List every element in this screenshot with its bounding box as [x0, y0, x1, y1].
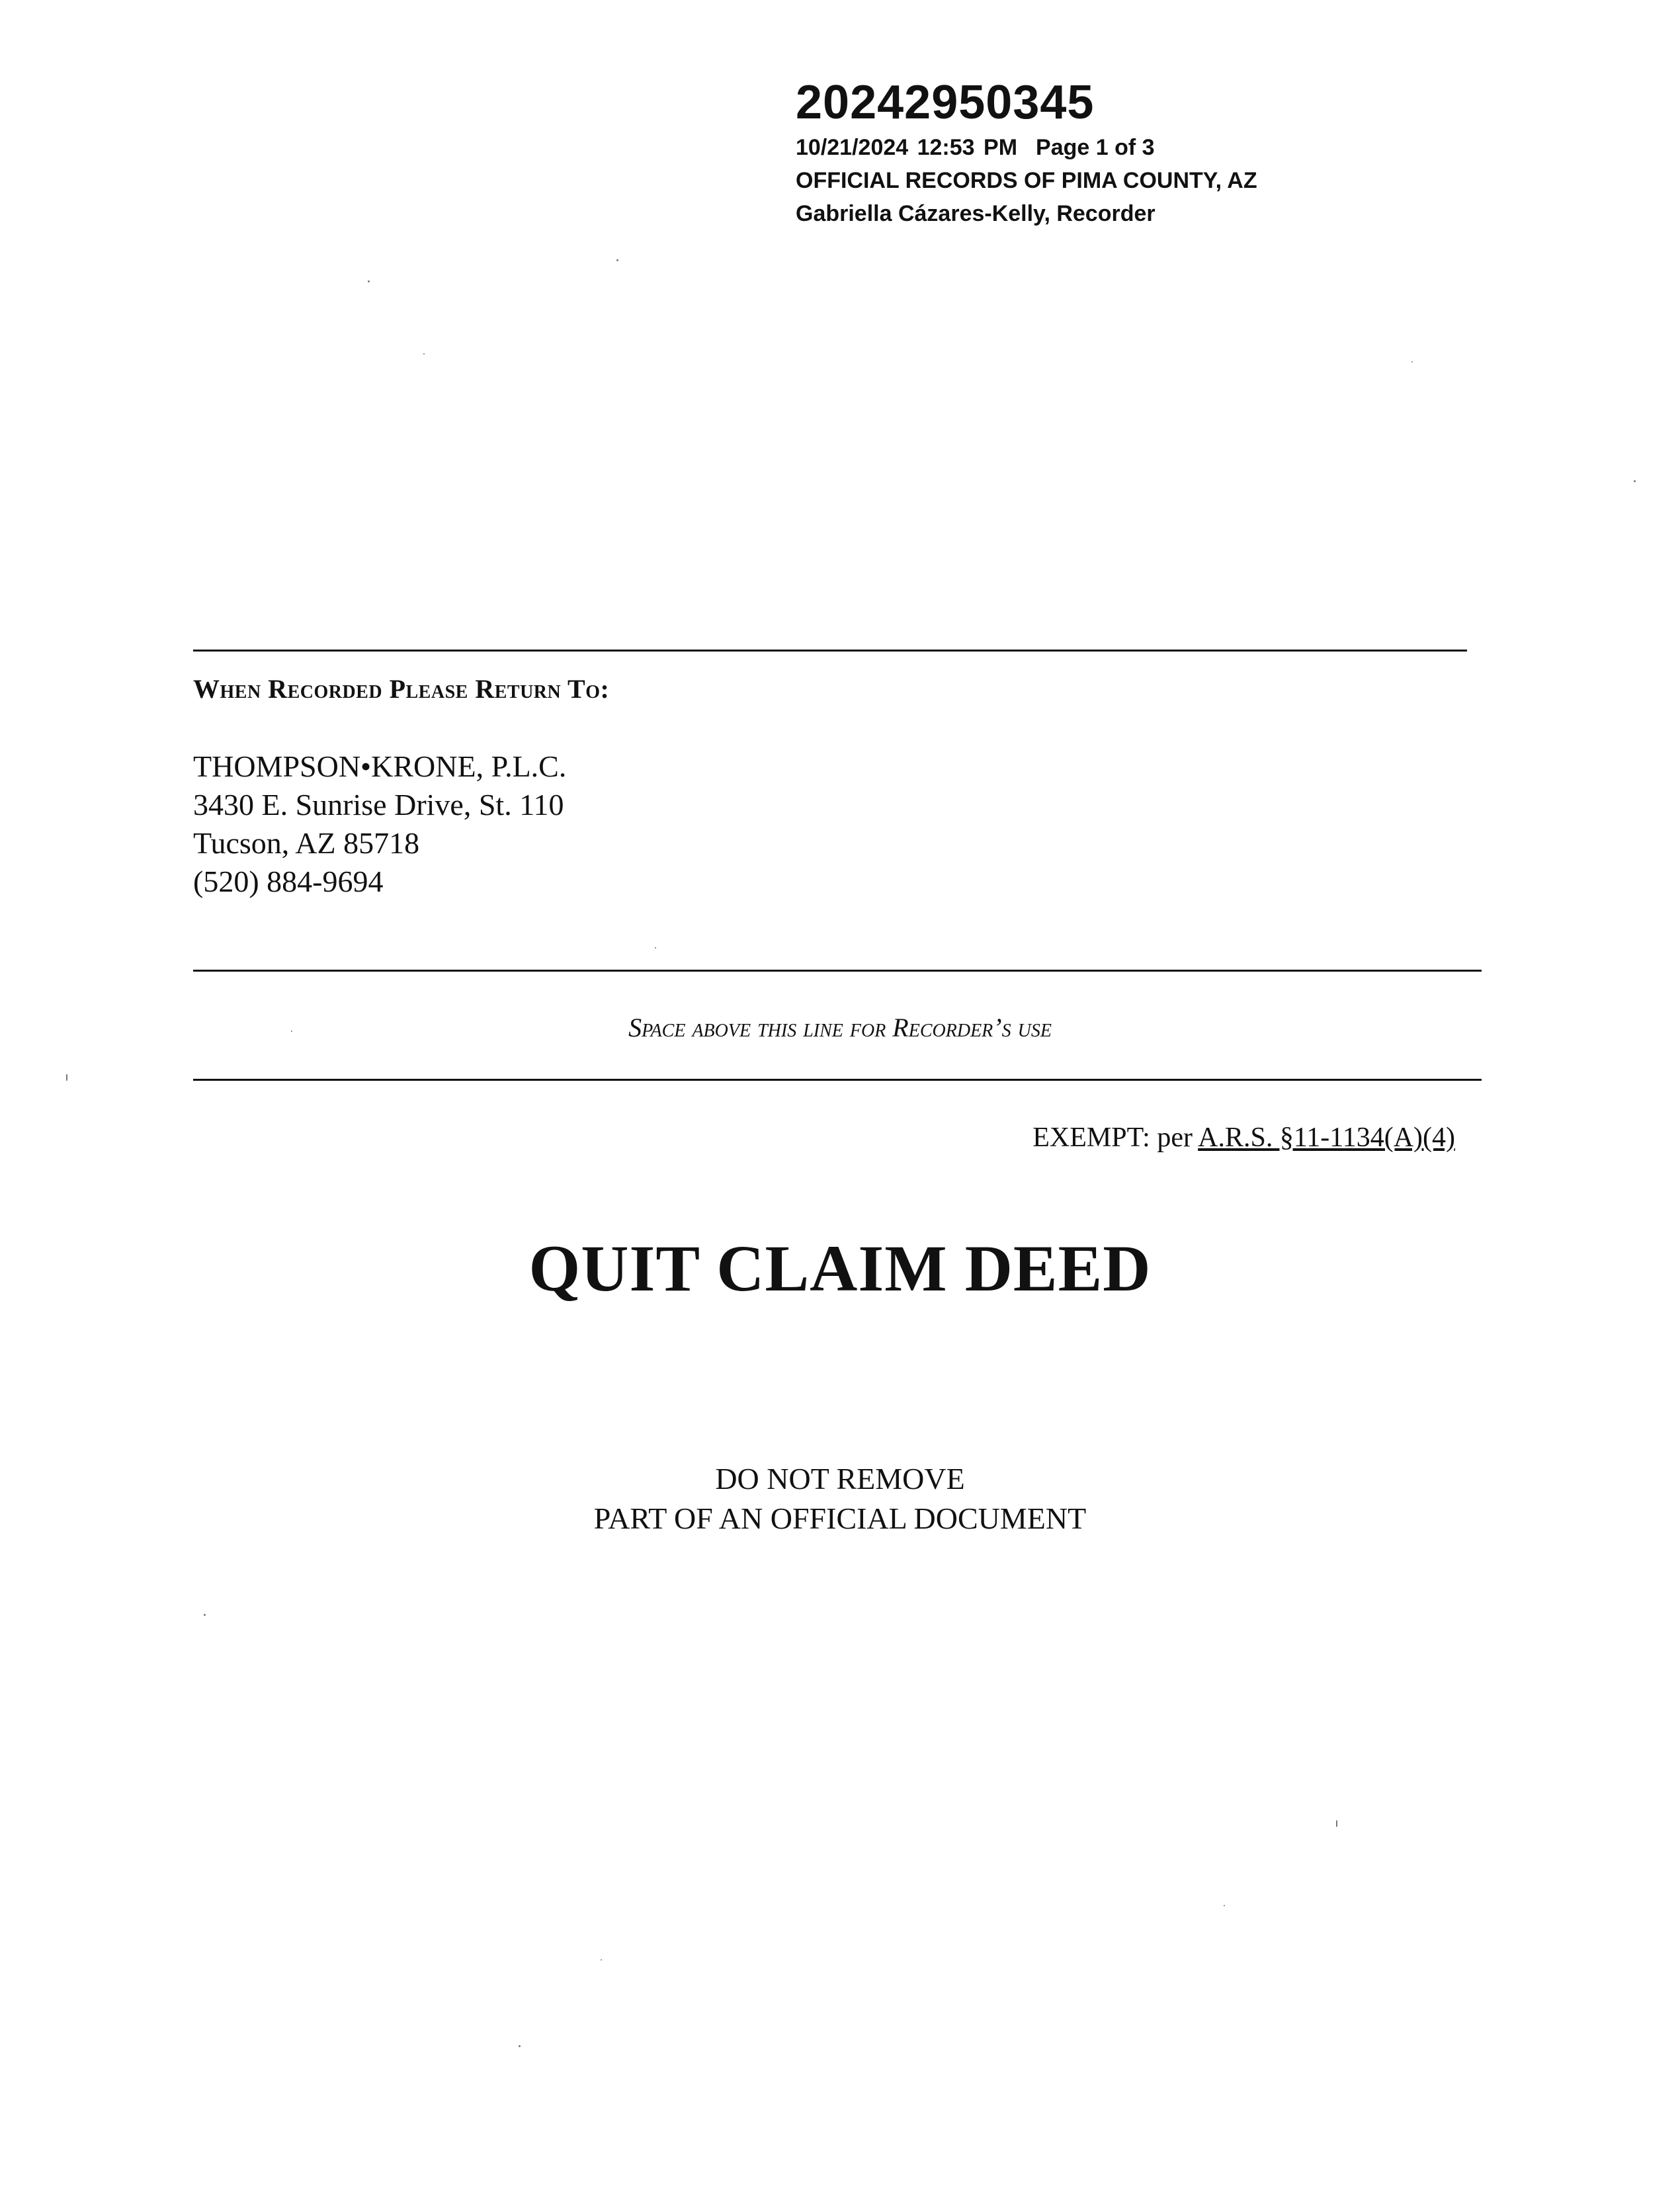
scan-speck: [66, 1074, 67, 1081]
scan-speck: [601, 1959, 602, 1961]
notice-line-1: DO NOT REMOVE: [715, 1462, 965, 1496]
divider-top: [193, 650, 1467, 652]
scan-speck: [423, 353, 425, 355]
divider-middle: [193, 970, 1482, 972]
divider-bottom: [193, 1079, 1482, 1081]
page-count: Page 1 of 3: [1036, 135, 1155, 160]
recorder-use-label: Space above this line for Recorder’s use: [628, 1013, 1052, 1042]
scan-speck: [519, 2045, 521, 2047]
records-office: OFFICIAL RECORDS OF PIMA COUNTY, AZ: [796, 168, 1257, 193]
county-recorder: Gabriella Cázares-Kelly, Recorder: [796, 201, 1155, 226]
scan-speck: [1336, 1820, 1337, 1827]
document-title: QUIT CLAIM DEED: [528, 1232, 1152, 1305]
exemption-note: [1032, 1122, 1455, 1154]
exemption-statute: A.R.S. §11-1134(A)(4): [1198, 1122, 1455, 1153]
recording-number: 20242950345: [796, 76, 1095, 129]
recorder-stamp: [796, 74, 1257, 230]
return-firm-name: THOMPSON•KRONE, P.L.C.: [193, 749, 567, 783]
scan-speck: [291, 1031, 292, 1032]
scan-speck: [368, 280, 370, 282]
scan-speck: [655, 947, 656, 949]
return-address: [193, 747, 566, 901]
return-phone: (520) 884-9694: [193, 865, 384, 898]
scan-speck: [1634, 480, 1636, 482]
scan-speck: [204, 1614, 206, 1616]
official-notice: [0, 1459, 1680, 1539]
return-street: 3430 E. Sunrise Drive, St. 110: [193, 788, 564, 822]
scan-speck: [616, 259, 618, 261]
return-city-state-zip: Tucson, AZ 85718: [193, 826, 420, 860]
exemption-prefix: EXEMPT: per: [1032, 1122, 1198, 1153]
scan-speck: [1411, 361, 1413, 362]
recording-date-time: 10/21/2024 12:53 PM: [796, 135, 1018, 160]
scan-speck: [1224, 1905, 1225, 1906]
return-to-heading: When Recorded Please Return To:: [193, 674, 610, 704]
notice-line-2: PART OF AN OFFICIAL DOCUMENT: [593, 1501, 1087, 1535]
